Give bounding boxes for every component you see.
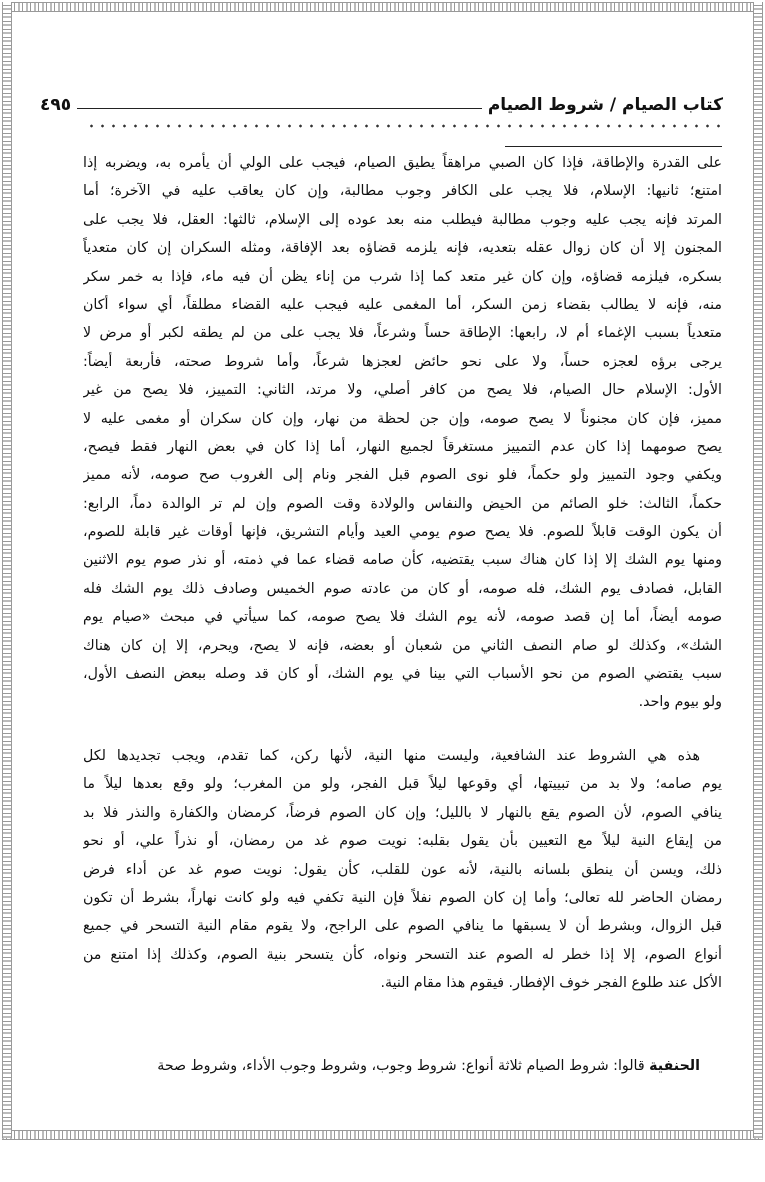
running-header (40, 92, 723, 118)
paragraph-2 (83, 742, 722, 998)
section-rule (505, 146, 722, 147)
text-line: رمضان الحاضر لله تعالى؛ وأما إن كان الصوم نفلاً فإن النية تكفي فيه ولو كانت نهاراً، بشرط أن تكون (83, 889, 722, 906)
text-line: امتنع؛ ثانيها: الإسلام، فلا يجب على الكافر وجوب مطالبة، وإن كان يعاقب عليه في الآخرة؛ أما (83, 183, 722, 200)
dotted-separator (86, 124, 721, 128)
text-run: قالوا: شروط الصيام ثلاثة أنواع: شروط وجوب، وشروط وجوب الأداء، وشروط صحة (157, 1058, 650, 1074)
text-line: على القدرة والإطاقة، فإذا كان الصبي مراهقاً يطيق الصيام، فيجب على الولي أن يأمره به، ويضربه إذا (83, 155, 722, 171)
page-number: ٤٩٥ (40, 95, 72, 115)
text-line: ومنها يوم الشك إلا إذا كان هناك سبب يقتضيه، كأن صامه قضاء عما في ذمته، أو نذر صوم يوم الاثنين (83, 552, 722, 569)
text-line: صومه أيضاً، أما إن قصد صومه، لأنه يوم الشك فلا يصح صومه، كما سيأتي في مبحث «صيام يوم (83, 609, 722, 626)
text-line: يصح صومهما إذا كان عدم التمييز مستغرقاً لجميع النهار، أما إذا كان في بعض النهار فقط فيصح، (83, 438, 722, 455)
text-line: ينافي الصوم، لأن الصوم يقع بالنهار لا بالليل؛ وإن كان الصوم فرضاً، كرمضان والكفارة والنذر فلا بد (83, 804, 722, 821)
text-line (83, 1052, 722, 1080)
text-line: قبل الزوال، وبشرط أن لا يسبقها ما ينافي الصوم على الراجح، ولا يقوم مقام النية التسحر في جميع (83, 918, 722, 935)
text-line: يوم صامه؛ ولا بد من تبييتها، أي وقوعها ليلاً قبل الفجر، ولو من المغرب؛ ولو وقع بعدها ليلاً ما (83, 776, 722, 793)
text-line: المرتد فإنه يجب عليه وجوب مطالبة فيطلب منه بعد عوده إلى الإسلام، ثالثها: العقل، فلا يجب على (83, 211, 722, 228)
text-line: ولو بيوم واحد. (638, 694, 722, 711)
running-title: كتاب الصيام / شروط الصيام (487, 95, 723, 115)
text-line: متعدياً بسبب الإغماء أم لا، رابعها: الإطاقة حساً وشرعاً، فلا يجب على من لم يطقه لكبر أو مرض لا (83, 325, 722, 342)
decorative-border-right (753, 2, 763, 1138)
text-line: مميز، فإن كان مجنوناً لا يصح صومه، وإن جن لحظة من نهار، وإن كان سكران أو مغمى عليه لا (83, 410, 722, 427)
decorative-border-left (2, 2, 12, 1138)
decorative-border-bottom (2, 1130, 763, 1140)
text-line: ويكفي وجود التمييز ولو حكماً، فلو نوى الصوم قبل الفجر ونام إلى الغروب صح صومه، لأنه مميز (83, 467, 722, 484)
decorative-border-top (2, 2, 763, 12)
text-line: الأول: الإسلام حال الصيام، فلا يصح من كافر أصلي، ولا مرتد، الثاني: التمييز، فلا يصح من غير (83, 382, 722, 399)
text-line: يرجى برؤه لعجزه حساً، ولا على نحو حائض لعجزها شرعاً، وأما شروط صحته، فأربعة أيضاً: (83, 353, 722, 370)
text-line: بسكره، فيلزمه قضاؤه، وإن كان غير متعد كما إذا شرب من إناء يظن أن فيه ماء، فإذا به خمر سكر (83, 268, 722, 285)
text-line: منه، فإنه لا يطالب بقضاء زمن السكر، أما المغمى عليه فيجب عليه القضاء مطلقاً، أي سواء أكان (83, 296, 722, 313)
paragraph-3 (83, 1052, 722, 1080)
text-line: الشك»، وكذلك لو صام النصف الثاني من شعبان أو بعضه، فإنه لا يصح، ويحرم، إلا إن كان هناك (83, 637, 722, 654)
header-rule (77, 108, 482, 109)
school-name-hanafi: الحنفية (649, 1058, 700, 1074)
text-line: من إيقاع النية ليلاً مع التعيين بأن يقول بقلبه: نويت صوم غد من رمضان، أو نذراً علي، أو نحو (83, 833, 722, 850)
text-line: المجنون إلا أن كان زوال عقله بتعديه، فإنه يلزمه قضاؤه بعد الإفاقة، ومثله السكران إن كان متعدياً (83, 240, 722, 257)
paragraph-1 (83, 149, 722, 717)
text-line: ذلك، ويسن أن ينطق بلسانه بالنية، لأنه عون للقلب، كأن يقول: نويت صوم غد عن أداء فرض (83, 861, 722, 878)
text-line: سبب يقتضي الصوم من نحو الأسباب التي بينا في يوم الشك، أو كان قد وصله ببعض النصف الأول، (83, 666, 722, 683)
text-line: هذه هي الشروط عند الشافعية، وليست منها النية، لأنها ركن، كما تقدم، ويجب تجديدها لكل (83, 748, 700, 764)
text-line: حكماً، الثالث: خلو الصائم من الحيض والنفاس والولادة وقت الصوم وإن لم تر الوالدة دماً، الرابع: (83, 495, 722, 512)
text-line: أن يكون الوقت قابلاً للصوم. فلا يصح صوم يومي العيد وأيام التشريق، فإنها أوقات غير قابلة للصوم، (83, 524, 722, 541)
text-line: الأكل عند طلوع الفجر خوف الإفطار. فيقوم هذا مقام النية. (380, 975, 722, 992)
text-line: القابل، فصادف يوم الشك، فله صومه، أو كان من عادته صوم الخميس وصادف ذلك يوم الشك فله (83, 580, 722, 597)
text-line: أنواع الصوم، إلا إذا خطر له الصوم عند التسحر ونواه، كأن يتسحر بنية الصوم، وكذلك إذا امتنع من (83, 946, 722, 963)
